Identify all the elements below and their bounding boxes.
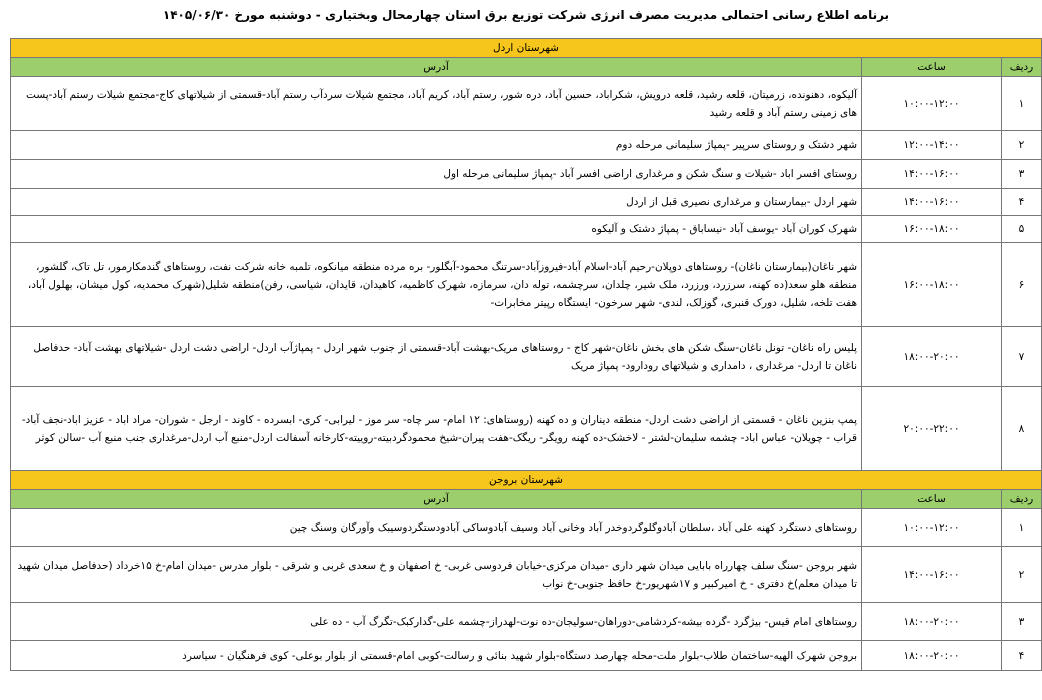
table-row <box>11 243 1042 327</box>
row-address: شهر بروجن -سنگ سلف چهارراه بابایی میدان شهر داری -میدان مرکزی-خیابان فردوسی غربی- خ اصفهان و خ سعدی غربی و شرقی - بلوار مدرس -میدان امام-خ ۱۵خرداد (حدفاصل میدان شهید تا میدان معلم)خ دفتری - خ امیرکبیر و ۱۷شهریور-خ حافظ جنوبی-خ نواب <box>11 547 862 603</box>
row-address: شهر ناغان(بیمارستان ناغان)- روستاهای دوپلان-رحیم آباد-اسلام آباد-فیروزآباد-سرتنگ محمود-آبگلور- بره مرده منطقه میانکوه، تلمبه خانه شرکت نفت، روستاهای گندمکارمور، تل تاک، گلشور، منطقه هلو سعد(ده کهنه، سرزرد، ورزرد، ملک شیر، چلدان، سرچشمه، تولە دان، سرمازه، شهرک کاظمیه، کاهیدان، قایدان، شیاسی، رفن)منطقه شلیل(شهرک محمدیه، کول میشان، بهلول آباد، هفت تلخه، شلیل، دورک قنبری، گوزلک، لندی- شهر سرخون- ایستگاه رپیتر مخابرات- <box>11 243 862 327</box>
table-row <box>11 131 1042 160</box>
table-row <box>11 327 1042 387</box>
header-time: ساعت <box>862 490 1002 509</box>
row-time: ۱۶:۰۰-۱۸:۰۰ <box>862 243 1002 327</box>
row-address: پمپ بنزین ناغان - قسمتی از اراضی دشت اردل- منطقه دیناران و ده کهنه (روستاهای: ۱۲ امام- سر چاه- سر موز - لیرابی- کری- ابسرده - کاوند - ارجل - شوران- مراد اباد - عزیز اباد-نجف آباد- قراب - چویلان- عباس اباد- چشمه سلیمان-لشتر - لاخشک-ده کهنه رویگر- ریگک-هفت پیران-شیخ محمودگردبیته-روییته-کارخانه آسفالت اردل-منبع آب اردل-مرغداری جنب منبع آب -سالن کوثر <box>11 387 862 471</box>
header-address: آدرس <box>11 490 862 509</box>
table-row <box>11 603 1042 641</box>
row-time: ۱۸:۰۰-۲۰:۰۰ <box>862 327 1002 387</box>
table-row <box>11 547 1042 603</box>
table-row <box>11 216 1042 243</box>
row-address: شهرک کوران آباد -یوسف آباد -نیساباق - پمپاژ دشتک و آلیکوه <box>11 216 862 243</box>
header-radif: ردیف <box>1002 490 1042 509</box>
row-time: ۱۴:۰۰-۱۶:۰۰ <box>862 189 1002 216</box>
page-title: برنامه اطلاع رسانی احتمالی مدیریت مصرف انرژی شرکت توزیع برق استان چهارمحال وبختیاری - دوشنبه مورخ ۱۴۰۵/۰۶/۳۰ <box>162 8 890 22</box>
row-number: ۸ <box>1002 387 1042 471</box>
row-time: ۱۴:۰۰-۱۶:۰۰ <box>862 547 1002 603</box>
row-number: ۳ <box>1002 160 1042 189</box>
row-time: ۱۴:۰۰-۱۶:۰۰ <box>862 160 1002 189</box>
row-number: ۱ <box>1002 77 1042 131</box>
section-title-borujen: شهرستان بروجن <box>11 471 1042 490</box>
row-number: ۱ <box>1002 509 1042 547</box>
header-time: ساعت <box>862 58 1002 77</box>
row-address: روستاهای امام قیس- بیژگرد -گرده بیشه-کردشامی-دوراهان-سولیجان-ده نوت-لهدراز-چشمه علی-گدارکبک-تگرگ آب - ده علی <box>11 603 862 641</box>
row-address: شهر اردل -بیمارستان و مرغداری نصیری قبل از اردل <box>11 189 862 216</box>
header-address: آدرس <box>11 58 862 77</box>
section-title-ardal: شهرستان اردل <box>11 39 1042 58</box>
row-time: ۱۸:۰۰-۲۰:۰۰ <box>862 641 1002 671</box>
row-number: ۶ <box>1002 243 1042 327</box>
table-row <box>11 509 1042 547</box>
row-time: ۱۲:۰۰-۱۴:۰۰ <box>862 131 1002 160</box>
row-number: ۵ <box>1002 216 1042 243</box>
row-number: ۳ <box>1002 603 1042 641</box>
table-row <box>11 189 1042 216</box>
row-address: روستای افسر اباد -شیلات و سنگ شکن و مرغداری اراضی افسر آباد -پمپاژ سلیمانی مرحله اول <box>11 160 862 189</box>
row-address: پلیس راه ناغان- تونل ناغان-سنگ شکن های بخش ناغان-شهر کاج - روستاهای مریک-بهشت آباد-قسمتی از جنوب شهر اردل - پمپاژآب اردل- اراضی دشت اردل -شیلاتهای بهشت آباد- حدفاصل ناغان تا اردل- مرغداری ، دامداری و شیلاتهای رودارود- پمپاژ مریک <box>11 327 862 387</box>
row-time: ۱۰:۰۰-۱۲:۰۰ <box>862 509 1002 547</box>
row-time: ۱۸:۰۰-۲۰:۰۰ <box>862 603 1002 641</box>
row-number: ۴ <box>1002 641 1042 671</box>
row-address: روستاهای دستگرد کهنه علی آباد ،سلطان آبادوگلوگردوخدر آباد وخانی آباد وسیف آبادوساکی آبادودستگردوسیبک وآورگان وسنگ چین <box>11 509 862 547</box>
table-row <box>11 77 1042 131</box>
row-time: ۱۶:۰۰-۱۸:۰۰ <box>862 216 1002 243</box>
row-number: ۲ <box>1002 547 1042 603</box>
row-number: ۷ <box>1002 327 1042 387</box>
schedule-table <box>10 38 1042 671</box>
row-number: ۴ <box>1002 189 1042 216</box>
row-address: بروجن شهرک الهیه-ساختمان طلاب-بلوار ملت-محله چهارصد دستگاه-بلوار شهید بنائی و رسالت-کوبی امام-قسمتی از بلوار بوعلی- کوی فرهنگیان - سیاسرد <box>11 641 862 671</box>
table-row <box>11 160 1042 189</box>
row-time: ۱۰:۰۰-۱۲:۰۰ <box>862 77 1002 131</box>
row-address: شهر دشتک و روستای سرپیر -پمپاژ سلیمانی مرحله دوم <box>11 131 862 160</box>
table-row <box>11 387 1042 471</box>
table-row <box>11 641 1042 671</box>
header-radif: ردیف <box>1002 58 1042 77</box>
row-number: ۲ <box>1002 131 1042 160</box>
row-time: ۲۰:۰۰-۲۲:۰۰ <box>862 387 1002 471</box>
row-address: آلیکوه، دهنونده، زرمیتان، قلعه رشید، قلعه درویش، شکراباد، حسین آباد، دره شور، رستم آباد، کریم آباد، مجتمع شیلات سردآب رستم آباد-قسمتی از شیلاتهای کاج-مجتمع شیلات رستم آباد-پست های زمینی رستم آباد و قلعه رشید <box>11 77 862 131</box>
